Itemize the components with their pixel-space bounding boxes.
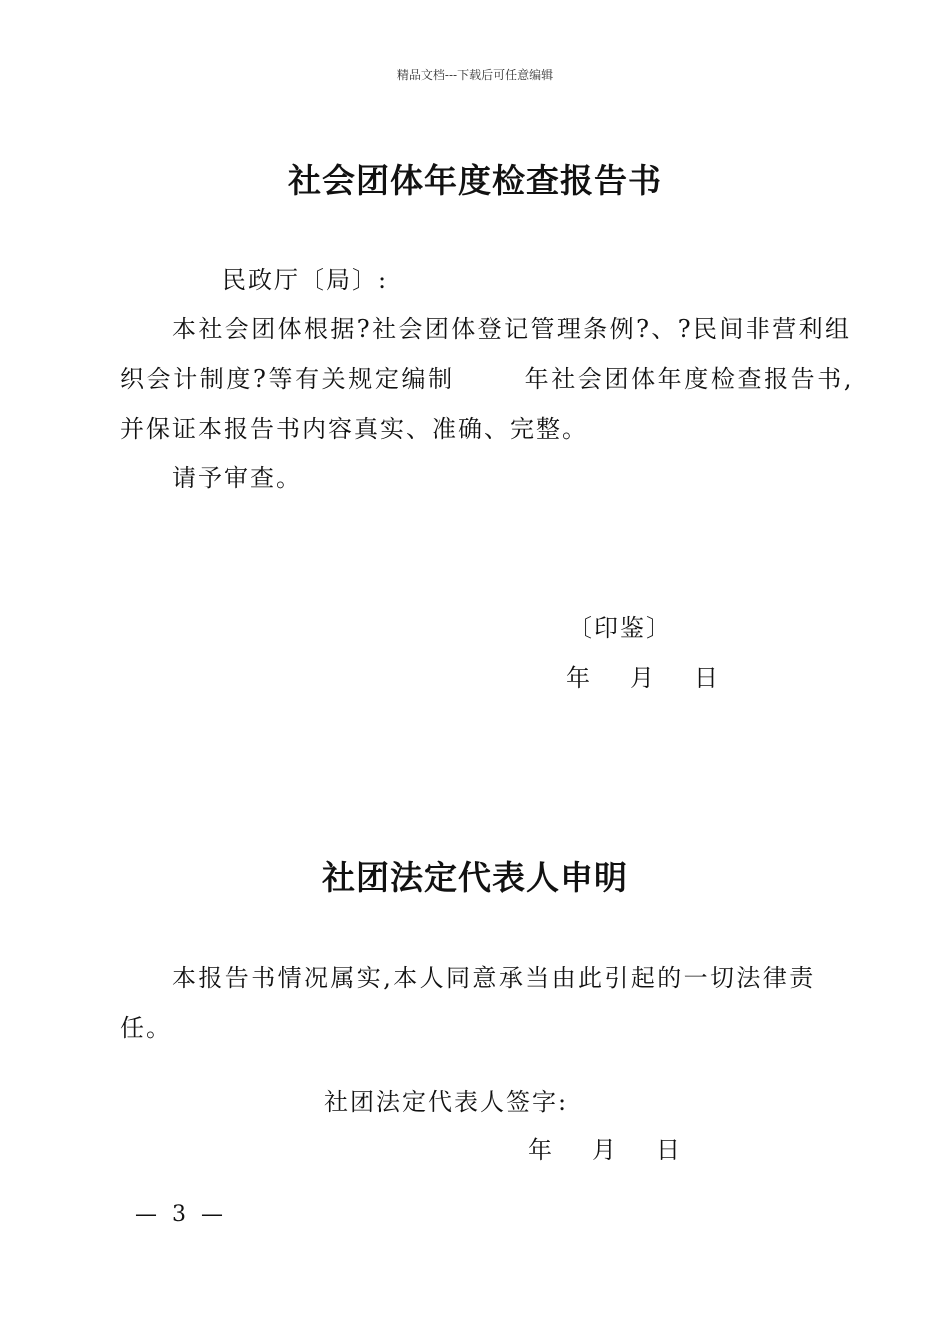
date-month-label: 月 bbox=[592, 1136, 616, 1164]
report-paragraph-line-3: 并保证本报告书内容真实、准确、完整。 bbox=[120, 415, 588, 443]
date-year-label: 年 bbox=[528, 1136, 552, 1164]
declaration-paragraph-line-2: 任。 bbox=[120, 1014, 172, 1042]
addressee-line: 民政厅〔局〕: bbox=[222, 266, 389, 294]
date-day-label: 日 bbox=[656, 1136, 680, 1164]
report-title: 社会团体年度检查报告书 bbox=[288, 161, 662, 200]
declaration-date-line bbox=[528, 1130, 680, 1165]
declaration-title: 社团法定代表人申明 bbox=[322, 858, 628, 897]
signature-label: 社团法定代表人签字: bbox=[324, 1088, 569, 1116]
report-paragraph-line-2a: 织会计制度?等有关规定编制 bbox=[120, 365, 455, 393]
page-number: — 3 — bbox=[135, 1202, 227, 1227]
report-paragraph-line-2b: 年社会团体年度检查报告书, bbox=[524, 365, 855, 393]
report-date-line bbox=[566, 658, 718, 693]
page-header-note: 精品文档---下载后可任意编辑 bbox=[396, 68, 554, 82]
date-day-label: 日 bbox=[694, 664, 718, 692]
report-paragraph-line-2 bbox=[120, 359, 854, 394]
date-month-label: 月 bbox=[630, 664, 654, 692]
review-request-line: 请予审查。 bbox=[172, 464, 302, 492]
seal-label: 〔印鉴〕 bbox=[568, 614, 672, 642]
declaration-paragraph-line-1: 本报告书情况属实,本人同意承当由此引起的一切法律责 bbox=[172, 964, 816, 992]
date-year-label: 年 bbox=[566, 664, 590, 692]
report-paragraph-line-1: 本社会团体根据?社会团体登记管理条例?、?民间非营利组 bbox=[172, 315, 852, 343]
